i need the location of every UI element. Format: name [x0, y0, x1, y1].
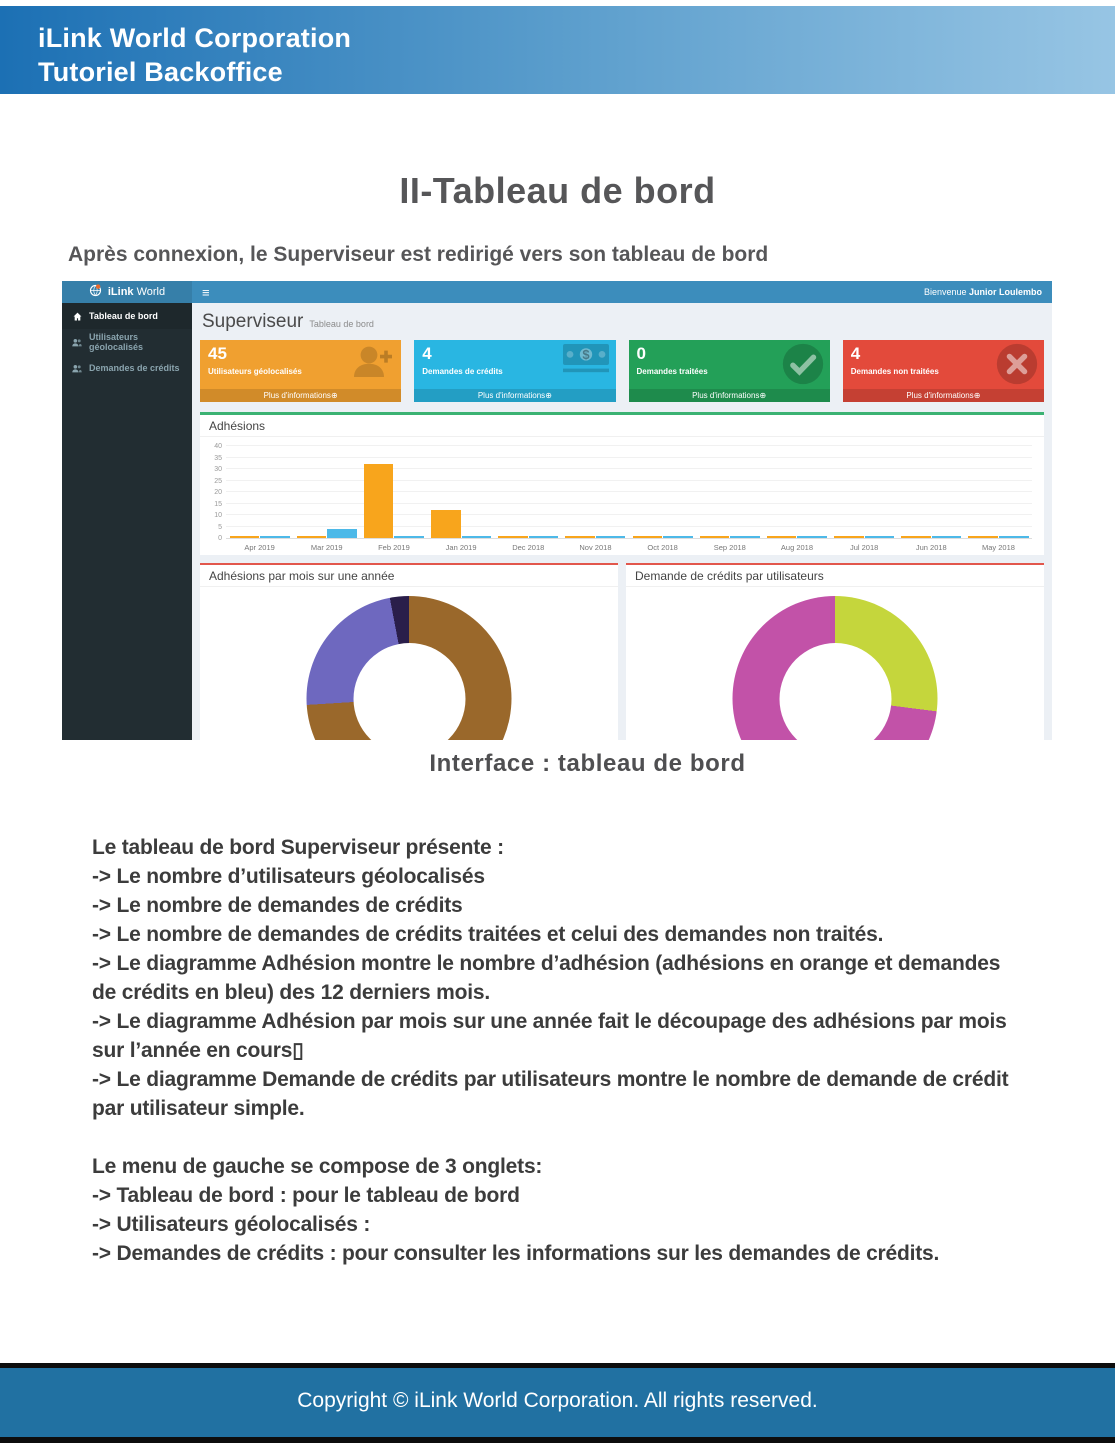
bar-group-nov-2018	[562, 447, 629, 538]
sidebar-item-utilisateurs-geolocalises[interactable]	[62, 329, 192, 355]
body-text-line: -> Demandes de crédits : pour consulter les informations sur les demandes de crédits.	[92, 1242, 940, 1265]
bar-demandes-de-credits	[529, 536, 559, 538]
company-name: iLink World Corporation	[38, 23, 352, 53]
body-text-line: Le tableau de bord Superviseur présente :	[92, 836, 504, 859]
info-box-label: Utilisateurs géolocalisés	[208, 367, 302, 376]
bar-adhesions	[431, 510, 461, 538]
bar-demandes-de-credits	[730, 536, 760, 538]
intro-text: Après connexion, le Superviseur est redirigé vers son tableau de bord	[68, 243, 769, 266]
breadcrumb: Tableau de bord	[309, 319, 374, 329]
info-box-value: 4	[850, 344, 861, 363]
info-box-label: Demandes de crédits	[422, 367, 503, 376]
bar-adhesions	[767, 536, 797, 538]
x-axis-label: Jun 2018	[915, 543, 947, 552]
cross-icon	[996, 343, 1038, 390]
x-axis-label: Mar 2019	[310, 543, 343, 552]
body-text-line: -> Utilisateurs géolocalisés :	[92, 1213, 371, 1236]
sidebar-item-label: Tableau de bord	[89, 311, 158, 321]
check-icon	[782, 343, 824, 390]
body-text-line: -> Tableau de bord : pour le tableau de bord	[92, 1184, 520, 1207]
welcome-text: Bienvenue Junior Loulembo	[923, 287, 1042, 297]
gridline	[226, 445, 1032, 446]
bar-group-aug-2018	[763, 447, 830, 538]
body-text	[92, 833, 1052, 1268]
bar-demandes-de-credits	[260, 536, 290, 538]
info-box-main	[414, 340, 615, 389]
globe-pin-icon	[89, 284, 102, 300]
banknote-icon	[562, 343, 610, 378]
more-info-link[interactable]: Plus d'informations⊕	[629, 389, 830, 402]
bar-group-jul-2018	[831, 447, 898, 538]
bar-adhesions	[230, 536, 260, 538]
x-axis-label: Dec 2018	[512, 543, 545, 552]
bar-demandes-de-credits	[797, 536, 827, 538]
body-text-line: -> Le diagramme Adhésion par mois sur une année fait le découpage des adhésions par mois	[92, 1010, 1007, 1033]
info-box-demandes-traitees	[629, 340, 830, 402]
donut-hole	[353, 643, 465, 741]
body-text-line: de crédits en bleu) des 12 derniers mois.	[92, 981, 490, 1004]
info-box-main	[843, 340, 1044, 389]
sidebar	[62, 303, 192, 740]
adhesions-bar-chart	[214, 443, 1032, 557]
bar-group-feb-2019	[360, 447, 427, 538]
brand-logo[interactable]	[62, 281, 192, 303]
y-axis-tick-label: 40	[214, 443, 222, 450]
sidebar-item-demandes-de-credits[interactable]	[62, 355, 192, 381]
x-axis-label: Jul 2018	[849, 543, 879, 552]
info-box-label: Demandes traitées	[636, 367, 708, 376]
bar-group-oct-2018	[629, 447, 696, 538]
copyright-text: Copyright © iLink World Corporation. All rights reserved.	[297, 1389, 818, 1412]
y-axis-tick-label: 10	[214, 512, 222, 519]
home-icon	[72, 312, 82, 321]
body-text-line: -> Le nombre de demandes de crédits traitées et celui des demandes non traités.	[92, 923, 884, 946]
body-text-line: -> Le diagramme Demande de crédits par utilisateurs montre le nombre de demande de crédit	[92, 1068, 1009, 1091]
y-axis-tick-label: 5	[218, 523, 222, 531]
x-axis-label: Sep 2018	[713, 543, 746, 552]
bar-group-jun-2018	[898, 447, 965, 538]
info-box-value: 4	[422, 344, 432, 363]
body-text-line: -> Le nombre de demandes de crédits	[92, 894, 463, 917]
bar-group-jan-2019	[428, 447, 495, 538]
bar-group-apr-2019	[226, 447, 293, 538]
info-box-row	[200, 340, 1044, 402]
y-axis-tick-label: 30	[214, 466, 222, 473]
bar-adhesions	[700, 536, 730, 538]
plus-circle-icon: ⊕	[973, 391, 981, 400]
credit-requests-donut-chart	[733, 596, 938, 740]
bar-demandes-de-credits	[932, 536, 962, 538]
bar-demandes-de-credits	[596, 536, 626, 538]
info-box-utilisateurs-geolocalises	[200, 340, 401, 402]
bar-demandes-de-credits	[462, 536, 492, 538]
more-info-link[interactable]: Plus d'informations⊕	[843, 389, 1044, 402]
bar-adhesions	[565, 536, 595, 538]
bar-demandes-de-credits	[327, 529, 357, 538]
info-box-main	[200, 340, 401, 389]
bar-adhesions	[834, 536, 864, 538]
info-box-main	[629, 340, 830, 389]
plus-circle-icon: ⊕	[545, 391, 552, 400]
credit-requests-panel-title: Demande de crédits par utilisateurs	[626, 565, 1044, 587]
bar-adhesions	[633, 536, 663, 538]
plus-circle-icon: ⊕	[759, 391, 767, 400]
sidebar-item-label: Utilisateurs géolocalisés	[89, 332, 144, 352]
document-footer	[0, 1363, 1115, 1443]
bar-demandes-de-credits	[663, 536, 693, 538]
brand-text: iLink World	[107, 286, 166, 298]
body-text-line: par utilisateur simple.	[92, 1097, 305, 1120]
y-axis-tick-label: 25	[214, 477, 222, 485]
dashboard-navbar	[62, 281, 1052, 303]
body-text-line: -> Le diagramme Adhésion montre le nombre d’adhésion (adhésions en orange et demandes	[92, 952, 1001, 975]
credit-requests-panel	[626, 563, 1044, 740]
adhesions-panel	[200, 412, 1044, 555]
bar-group-mar-2019	[293, 447, 360, 538]
page-heading	[202, 311, 1044, 333]
adhesions-month-panel	[200, 563, 618, 740]
x-axis-label: Oct 2018	[647, 543, 678, 552]
info-box-demandes-de-credits	[414, 340, 615, 402]
x-axis-label: Feb 2019	[378, 543, 410, 552]
bar-adhesions	[968, 536, 998, 538]
dashboard-body	[62, 303, 1052, 740]
bar-group-sep-2018	[696, 447, 763, 538]
bar-demandes-de-credits	[865, 536, 895, 538]
bar-demandes-de-credits	[999, 536, 1029, 538]
svg-text:$: $	[581, 347, 590, 362]
x-axis-label: Apr 2019	[244, 543, 275, 552]
more-info-link[interactable]: Plus d'informations⊕	[200, 389, 401, 402]
adhesions-month-panel-title: Adhésions par mois sur une année	[200, 565, 618, 587]
x-axis-label: May 2018	[982, 543, 1015, 552]
adhesions-month-donut-chart	[307, 596, 512, 740]
section-title: II-Tableau de bord	[399, 170, 716, 211]
bar-chart-x-labels	[226, 543, 1032, 552]
users-icon	[72, 364, 82, 373]
document-header-banner	[0, 6, 1115, 94]
body-text-line: -> Le nombre d’utilisateurs géolocalisés	[92, 865, 485, 888]
info-box-value: 45	[208, 344, 227, 363]
more-info-link[interactable]: Plus d'informations⊕	[414, 389, 615, 402]
info-box-label: Demandes non traitées	[850, 367, 939, 376]
bar-adhesions	[498, 536, 528, 538]
body-text-line: Le menu de gauche se compose de 3 onglets:	[92, 1155, 543, 1178]
y-axis-tick-label: 15	[214, 500, 222, 508]
y-axis-tick-label: 35	[214, 454, 222, 462]
info-box-demandes-non-traitees	[843, 340, 1044, 402]
bar-adhesions	[901, 536, 931, 538]
body-text-spacer	[92, 1123, 1052, 1152]
bar-demandes-de-credits	[394, 536, 424, 538]
users-icon	[72, 338, 82, 347]
dashboard-content	[192, 303, 1052, 740]
bar-adhesions	[364, 464, 394, 538]
y-axis-tick-label: 20	[214, 489, 222, 496]
menu-toggle-icon[interactable]: ≡	[202, 284, 210, 300]
document-subtitle: Tutoriel Backoffice	[38, 57, 283, 87]
sidebar-item-tableau-de-bord[interactable]	[62, 303, 192, 329]
adhesions-panel-title: Adhésions	[200, 415, 1044, 437]
bar-group-dec-2018	[495, 447, 562, 538]
plus-circle-icon: ⊕	[330, 391, 338, 400]
sidebar-item-label: Demandes de crédits	[89, 363, 180, 373]
bar-chart-plot-area	[214, 443, 1032, 542]
y-axis-tick-label: 0	[218, 535, 222, 542]
bar-groups	[226, 447, 1032, 538]
page-heading-title: Superviseur	[202, 311, 304, 332]
bar-adhesions	[297, 536, 327, 538]
info-box-value: 0	[636, 344, 646, 363]
dashboard-screenshot	[62, 281, 1052, 740]
navbar-main	[192, 281, 1052, 303]
donut-hole	[779, 643, 891, 741]
user-plus-icon	[349, 343, 395, 384]
bar-group-may-2018	[965, 447, 1032, 538]
body-text-line: sur l’année en cours▯	[92, 1039, 304, 1062]
x-axis-label: Nov 2018	[579, 543, 612, 552]
x-axis-label: Aug 2018	[780, 543, 814, 552]
donut-panels-row	[200, 563, 1044, 740]
x-axis-label: Jan 2019	[445, 543, 477, 552]
screenshot-caption: Interface : tableau de bord	[429, 750, 746, 777]
